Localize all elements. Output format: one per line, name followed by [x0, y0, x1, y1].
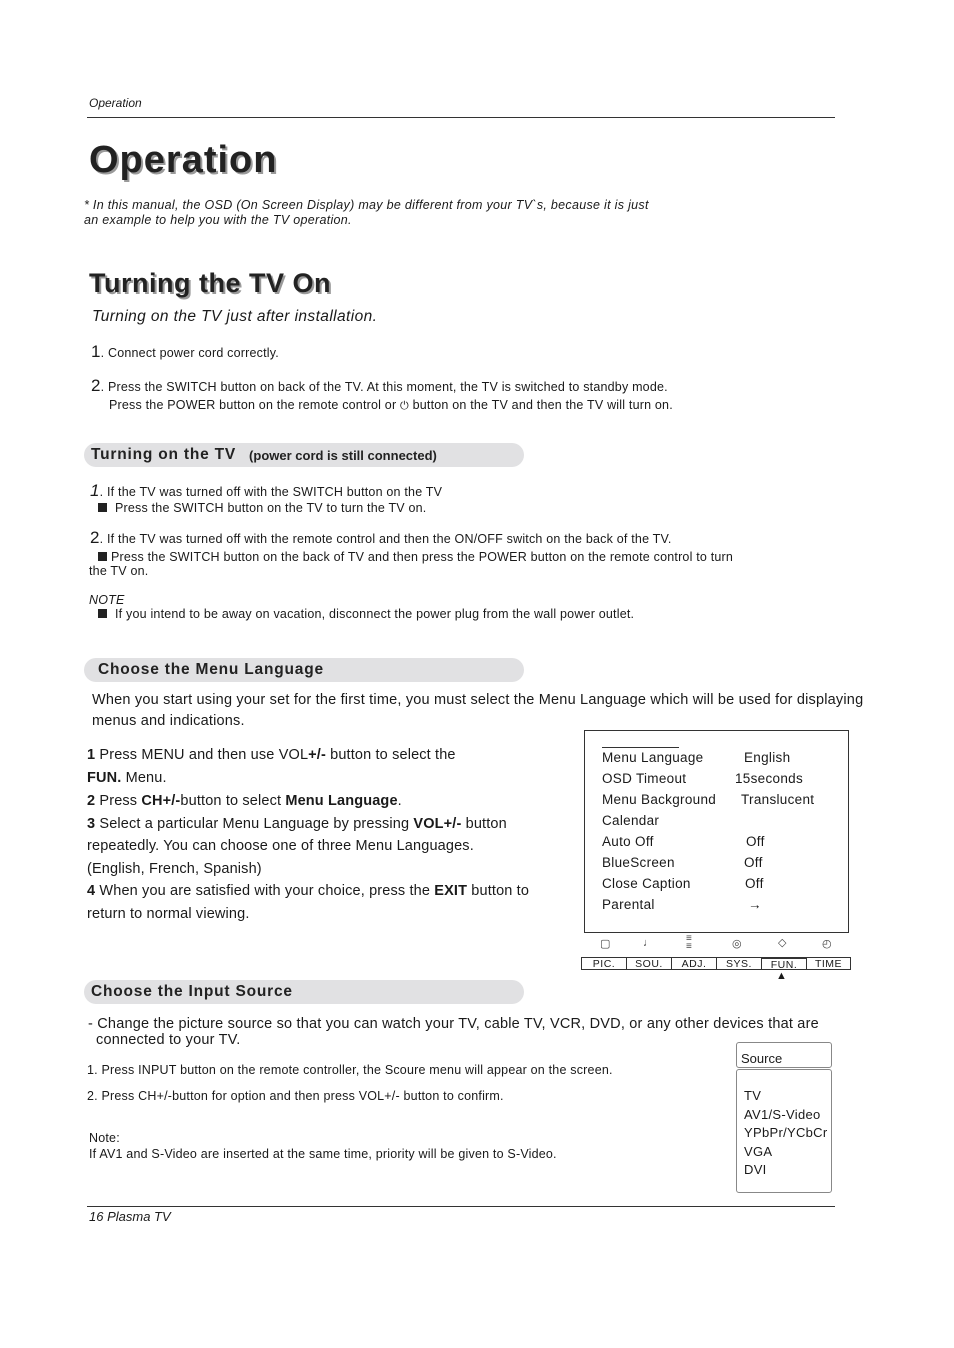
step-text: Select a particular Menu Language by pressing: [95, 815, 414, 832]
step-text: When you are satisfied with your choice, press the: [95, 883, 435, 899]
page-title: Operation: [89, 139, 278, 181]
osd-tab-sou[interactable]: SOU.: [626, 957, 671, 970]
language-intro: [92, 690, 863, 732]
osd-row-label[interactable]: Close Caption: [602, 876, 691, 891]
osd-tab-pic[interactable]: PIC.: [581, 957, 626, 970]
step-text: . Press the SWITCH button on back of the TV. At this moment, the TV is switched to standby mode.: [100, 380, 668, 394]
source-menu-title: Source: [741, 1051, 783, 1066]
osd-row-label[interactable]: Calendar: [602, 813, 660, 828]
power-item-1-bullet: [89, 500, 426, 516]
footer-rule: [87, 1206, 835, 1207]
item-number: 1: [90, 481, 100, 500]
step-text: .: [397, 793, 402, 809]
source-step-1: 1. Press INPUT button on the remote controller, the Scoure menu will appear on the screen.: [87, 1063, 613, 1077]
osd-tab-time[interactable]: TIME: [806, 957, 851, 970]
osd-row-value: English: [744, 750, 791, 765]
language-step-3-cont: repeatedly. You can choose one of three Menu Languages.: [87, 838, 474, 854]
source-step-2: 2. Press CH+/-button for option and then press VOL+/- button to confirm.: [87, 1089, 504, 1103]
step-key: FUN.: [87, 769, 122, 786]
step-key: EXIT: [434, 883, 468, 899]
section-title: Choose the Input Source: [91, 983, 293, 1000]
turning-on-step-2: [91, 378, 668, 395]
step-text: button on the TV and then the TV will turn on.: [412, 398, 673, 412]
osd-row-value: →: [748, 897, 762, 912]
function-icon: ◇: [778, 937, 787, 949]
osd-row-label[interactable]: Menu Background: [602, 792, 717, 807]
osd-row-value: Off: [746, 834, 765, 849]
source-menu-header: [736, 1042, 832, 1068]
note-text: If you intend to be away on vacation, disconnect the power plug from the wall power outlet.: [115, 607, 635, 621]
language-step-1: [87, 744, 567, 767]
language-step-3: [87, 813, 567, 836]
speaker-icon: ♩: [643, 937, 654, 949]
step-key: +/-: [308, 747, 326, 763]
osd-row-label[interactable]: OSD Timeout: [602, 771, 687, 786]
source-menu-list: [736, 1069, 832, 1193]
power-item-2: [90, 530, 672, 547]
osd-row-label[interactable]: Auto Off: [602, 834, 654, 849]
turning-on-step-2-cont: [109, 397, 673, 414]
turning-on-title-tv: TV: [248, 268, 285, 298]
osd-highlight-bar: [602, 747, 679, 748]
step-number: 2: [87, 793, 96, 809]
step-text: button to: [467, 883, 530, 899]
step-number: 1: [87, 747, 96, 763]
section-header-source: [84, 980, 524, 1004]
step-text: Press the POWER button on the remote control or: [109, 398, 397, 412]
power-icon: ⏻: [400, 400, 409, 412]
note-text: If AV1 and S-Video are inserted at the same time, priority will be given to S-Video.: [89, 1147, 557, 1161]
intro-line-1: - Change the picture source so that you can watch your TV, cable TV, VCR, DVD, or any other devices that are: [88, 1016, 819, 1032]
note-label: NOTE: [89, 593, 125, 607]
step-text: button to select the: [325, 747, 456, 763]
osd-row-label[interactable]: BlueScreen: [602, 855, 675, 870]
step-key: CH+/-: [141, 793, 181, 809]
note-label: Note:: [89, 1131, 120, 1145]
running-header: Operation: [89, 96, 142, 110]
page-footer: 16 Plasma TV: [89, 1209, 171, 1224]
language-step-4-cont: return to normal viewing.: [87, 905, 250, 922]
item-text: . If the TV was turned off with the remote control and then the ON/OFF switch on the back of the TV.: [99, 532, 672, 546]
step-key: Menu Language: [285, 793, 398, 809]
item-number: 2: [90, 528, 100, 547]
step-number: 3: [87, 815, 96, 832]
osd-row-value: Off: [744, 855, 763, 870]
source-option[interactable]: VGA: [744, 1143, 773, 1159]
language-step-2: [87, 790, 567, 813]
turning-on-title: [89, 268, 331, 299]
turning-on-title-post: On: [284, 268, 331, 298]
source-option[interactable]: AV1/S-Video: [744, 1106, 821, 1122]
tv-icon: ▢: [600, 938, 611, 950]
osd-menu-panel: [584, 730, 849, 933]
osd-tab-fun[interactable]: FUN.: [761, 957, 806, 970]
intro-line-2: menus and indications.: [92, 713, 245, 729]
bullet-square: [98, 609, 107, 618]
power-item-1: [90, 483, 442, 500]
osd-row-label[interactable]: Parental: [602, 897, 655, 912]
power-item-2-cont: the TV on.: [89, 564, 149, 578]
step-number: 4: [87, 883, 96, 899]
step-text: Menu.: [121, 769, 167, 786]
turning-on-title-pre: Turning the: [89, 268, 249, 298]
disclaimer-line-1: * In this manual, the OSD (On Screen Display) may be different from your TV`s, because it is just: [84, 198, 649, 212]
intro-line-1: When you start using your set for the first time, you must select the Menu Language which will be used for displaying: [92, 692, 864, 708]
osd-tab-adj[interactable]: ADJ.: [671, 957, 716, 970]
osd-tabs: [581, 957, 851, 970]
step-text: Press MENU and then use VOL: [95, 747, 309, 763]
power-note: [89, 606, 634, 622]
step-text: Press: [95, 793, 142, 809]
language-steps: [87, 744, 567, 925]
turning-on-step-1: [91, 344, 279, 361]
section-title: Turning on the TV: [91, 446, 237, 463]
clock-icon: ◴: [822, 938, 832, 950]
section-title: Choose the Menu Language: [98, 661, 324, 678]
item-text: Press the SWITCH button on the TV to turn the TV on.: [115, 501, 427, 515]
adjust-icon: ≡ ≡: [686, 933, 692, 952]
tab-pointer-icon: ▲: [776, 970, 787, 982]
osd-row-value: Translucent: [741, 792, 815, 807]
disclaimer-line-2: an example to help you with the TV operation.: [84, 213, 352, 227]
osd-row-label[interactable]: Menu Language: [602, 750, 704, 765]
osd-tab-sys[interactable]: SYS.: [716, 957, 761, 970]
language-step-1-cont: [87, 767, 567, 790]
step-text: button: [461, 815, 507, 832]
system-icon: ◎: [732, 938, 742, 950]
step-text: . Connect power cord correctly.: [100, 346, 279, 360]
step-text: button to select: [180, 793, 286, 809]
item-text: . If the TV was turned off with the SWITCH button on the TV: [99, 485, 443, 499]
intro-line-2: connected to your TV.: [96, 1032, 241, 1048]
section-header-power: [84, 443, 524, 467]
section-header-language: [84, 658, 524, 682]
section-subtitle: (power cord is still connected): [249, 447, 437, 463]
osd-row-value: 15seconds: [735, 771, 803, 786]
source-option[interactable]: YPbPr/YCbCr: [744, 1125, 828, 1140]
step-key: VOL+/-: [413, 815, 462, 832]
source-option[interactable]: DVI: [744, 1162, 767, 1177]
item-text: Press the SWITCH button on the back of TV and then press the POWER button on the remote control to turn: [111, 550, 734, 564]
source-note: [89, 1130, 557, 1162]
power-item-2-bullet: [89, 549, 733, 565]
turning-on-intro: Turning on the TV just after installation.: [92, 308, 378, 325]
disclaimer: [84, 198, 649, 228]
step-number: 1: [91, 342, 101, 361]
bullet-square: [98, 552, 107, 561]
source-option[interactable]: TV: [744, 1088, 762, 1103]
osd-row-value: Off: [745, 876, 764, 891]
step-number: 2: [91, 376, 101, 395]
bullet-square: [98, 503, 107, 512]
language-step-3-cont2: (English, French, Spanish): [87, 860, 262, 877]
language-step-4: [87, 880, 567, 903]
source-intro: [88, 1016, 819, 1048]
header-rule: [87, 117, 835, 118]
